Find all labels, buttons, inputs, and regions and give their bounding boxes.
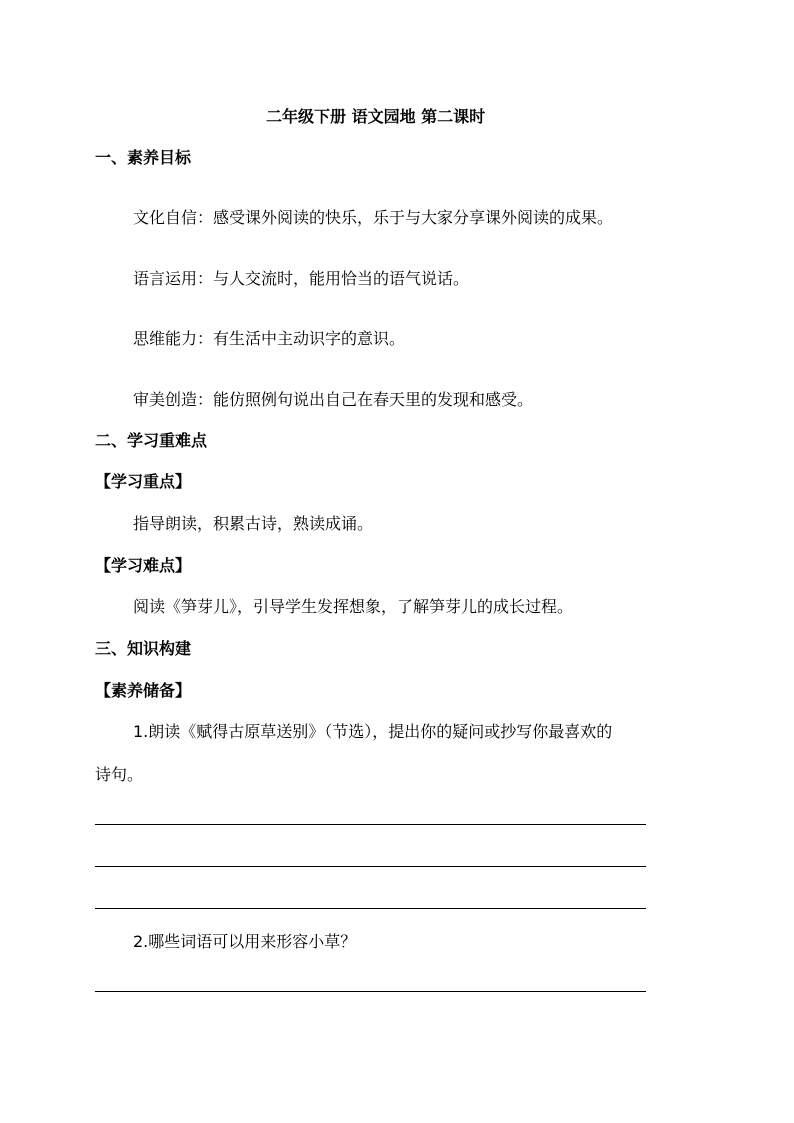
focus-label: 【学习重点】 [95, 472, 192, 491]
answer-line[interactable] [95, 866, 646, 867]
answer-line[interactable] [95, 908, 646, 909]
section-heading-key-points: 二、学习重难点 [95, 431, 208, 450]
goal-item: 思维能力：有生活中主动识字的意识。 [133, 329, 406, 348]
question-2: 2.哪些词语可以用来形容小草？ [133, 932, 357, 951]
answer-line[interactable] [95, 991, 646, 992]
section-heading-goals: 一、素养目标 [95, 148, 192, 167]
goal-item: 审美创造：能仿照例句说出自己在春天里的发现和感受。 [133, 390, 534, 409]
difficulty-label: 【学习难点】 [95, 556, 192, 575]
question-1-line-2: 诗句。 [95, 765, 144, 784]
answer-line[interactable] [95, 824, 646, 825]
prep-label: 【素养储备】 [95, 681, 192, 700]
goal-item: 语言运用：与人交流时，能用恰当的语气说话。 [133, 269, 470, 288]
difficulty-text: 阅读《笋芽儿》，引导学生发挥想象，了解笋芽儿的成长过程。 [133, 597, 574, 616]
section-heading-knowledge: 三、知识构建 [95, 639, 192, 658]
focus-text: 指导朗读，积累古诗，熟读成诵。 [133, 514, 374, 533]
goal-item: 文化自信：感受课外阅读的快乐，乐于与大家分享课外阅读的成果。 [133, 208, 614, 227]
question-1-line-1: 1.朗读《赋得古原草送别》（节选），提出你的疑问或抄写你最喜欢的 [133, 722, 613, 741]
page-title: 二年级下册 语文园地 第二课时 [266, 107, 486, 126]
